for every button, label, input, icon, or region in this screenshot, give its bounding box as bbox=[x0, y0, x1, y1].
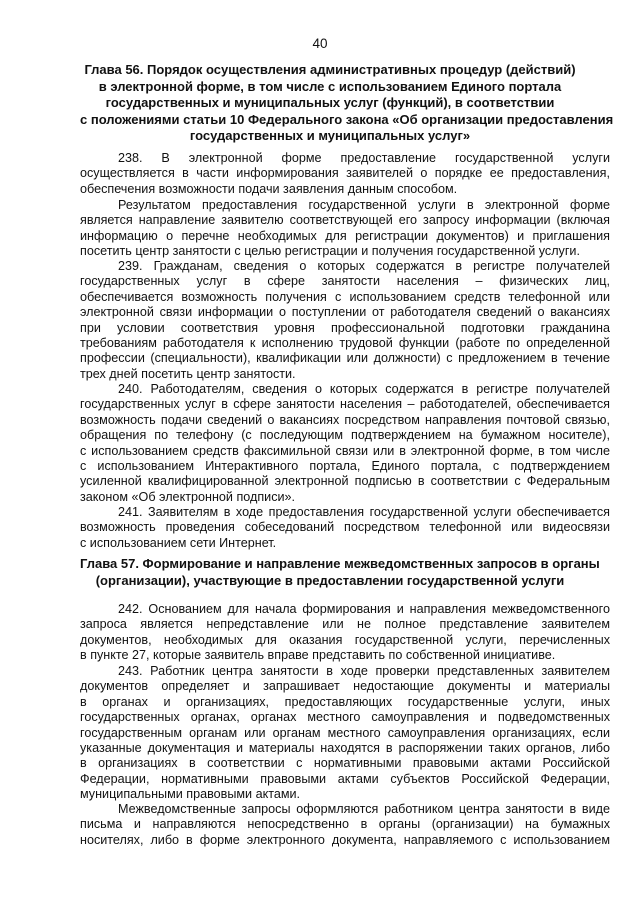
paragraph-interagency-requests bbox=[80, 802, 610, 848]
text-line: государственных услуг в сфере занятости населения – работодателей, обеспечивается bbox=[80, 397, 610, 412]
text-line: в пункте 27, которые заявитель вправе представить по собственной инициативе. bbox=[80, 648, 556, 663]
text-line: государственных услуг в сфере занятости населения – физических лиц, bbox=[80, 274, 610, 289]
text-line: трех дней посетить центр занятости. bbox=[80, 366, 296, 381]
text-line: усиленной квалифицированной электронной подписью в соответствии с Федеральным bbox=[80, 474, 610, 489]
text-line: Результатом предоставления государственной услуги в электронной форме bbox=[118, 198, 610, 212]
text-line: 240. Работодателям, сведения о которых содержатся в регистре получателей bbox=[118, 382, 610, 396]
paragraph-243 bbox=[80, 664, 610, 803]
heading-line: с положениями статьи 10 Федерального закона «Об организации предоставления bbox=[80, 111, 614, 127]
text-line: документов определяет и запрашивает недостающие документы и материалы bbox=[80, 679, 610, 694]
text-line: информацию о перечне необходимых для регистрации документов) и приглашения bbox=[80, 228, 610, 243]
heading-line: (организации), участвующие в предоставлении государственной услуги bbox=[95, 572, 565, 588]
text-line: Межведомственные запросы оформляются работником центра занятости в виде bbox=[118, 802, 610, 816]
text-line: осуществляется в части информирования заявителей о порядке ее предоставления, bbox=[80, 166, 610, 181]
text-line: обращения по телефону (с последующим подтверждением на бумажном носителе), bbox=[80, 428, 610, 443]
text-line: государственным органам или органам местного самоуправления организациях, если bbox=[80, 725, 610, 740]
text-line: Федерации, нормативными правовыми актами субъектов Российской Федерации, bbox=[80, 771, 610, 786]
text-line: электронной связи информации о поступлении от работодателя сведений о вакансиях bbox=[80, 305, 610, 320]
text-line: муниципальными правовыми актами. bbox=[80, 787, 301, 802]
heading-line: Глава 56. Порядок осуществления административных процедур (действий) bbox=[84, 62, 576, 77]
page-number: 40 bbox=[312, 36, 328, 51]
paragraph-240 bbox=[80, 382, 610, 505]
text-line: является направление заявителю соответствующей его запросу информации (включая bbox=[80, 213, 610, 228]
text-line: 238. В электронной форме предоставление государственной услуги bbox=[118, 151, 610, 165]
text-line: с использованием Интерактивного портала, Единого портала, с подтверждением bbox=[80, 458, 610, 473]
text-line: обеспечивается возможность получения с использованием средств телефонной или bbox=[80, 289, 610, 304]
heading-line: государственных и муниципальных услуг (функций), в соответствии bbox=[105, 95, 555, 110]
text-line: 242. Основанием для начала формирования и направления межведомственного bbox=[118, 602, 610, 616]
text-line: запроса является непредставление или не полное представление заявителем bbox=[80, 617, 610, 632]
text-line: 239. Гражданам, сведения о которых содержатся в регистре получателей bbox=[118, 259, 610, 273]
text-line: посетить центр занятости с целью регистрации и получения государственной услуги. bbox=[80, 244, 580, 259]
heading-line: в электронной форме, в том числе с использованием Единого портала bbox=[98, 78, 562, 94]
paragraph-242 bbox=[80, 602, 610, 664]
text-line: обеспечения возможности подачи заявления данным способом. bbox=[80, 181, 458, 196]
text-line: 243. Работник центра занятости в ходе проверки представленных заявителем bbox=[118, 664, 610, 678]
text-line: документов, необходимых для оказания государственной услуги, перечисленных bbox=[80, 632, 610, 647]
text-line: в органах и организациях, предоставляющих государственные услуги, иных bbox=[80, 694, 610, 709]
paragraph-238 bbox=[80, 151, 610, 197]
text-line: при условии соответствия уровня профессиональной подготовки гражданина bbox=[80, 320, 610, 335]
text-line: письма и направляются непосредственно в органы (организации) на бумажных bbox=[80, 817, 610, 832]
chapter-56-heading bbox=[80, 62, 614, 145]
text-line: возможность проведения собеседований посредством телефонной или видеосвязи bbox=[80, 520, 610, 535]
text-line: носителях, либо в форме электронного документа, направляемого с использованием bbox=[80, 832, 610, 847]
text-line: возможность подачи сведений о вакансиях посредством направления почтовой связью, bbox=[80, 412, 610, 427]
paragraph-241 bbox=[80, 505, 610, 551]
text-line: указанные документация и материалы находятся в распоряжении таких органов, либо bbox=[80, 740, 610, 755]
chapter-57-heading bbox=[80, 556, 600, 589]
text-line: с использованием средств факсимильной связи или в электронной форме, в том числе bbox=[80, 443, 610, 458]
text-line: 241. Заявителям в ходе предоставления государственной услуги обеспечивается bbox=[118, 505, 610, 519]
text-line: законом «Об электронной подписи». bbox=[80, 489, 296, 504]
paragraph-result bbox=[80, 198, 610, 260]
heading-line: государственных и муниципальных услуг» bbox=[189, 128, 471, 143]
text-line: с использованием сети Интернет. bbox=[80, 535, 277, 550]
text-line: в организациях в соответствии с нормативными правовыми актами Российской bbox=[80, 756, 610, 771]
text-line: государственных органах, органах местного самоуправления и подведомственных bbox=[80, 710, 610, 725]
text-line: требованиям работодателя к исполнению трудовой функции (работе по определенной bbox=[80, 335, 610, 350]
heading-line: Глава 57. Формирование и направление межведомственных запросов в органы bbox=[80, 556, 600, 571]
paragraph-239 bbox=[80, 259, 610, 382]
text-line: профессии (специальности), квалификации или должности) с предложением в течение bbox=[80, 351, 610, 366]
